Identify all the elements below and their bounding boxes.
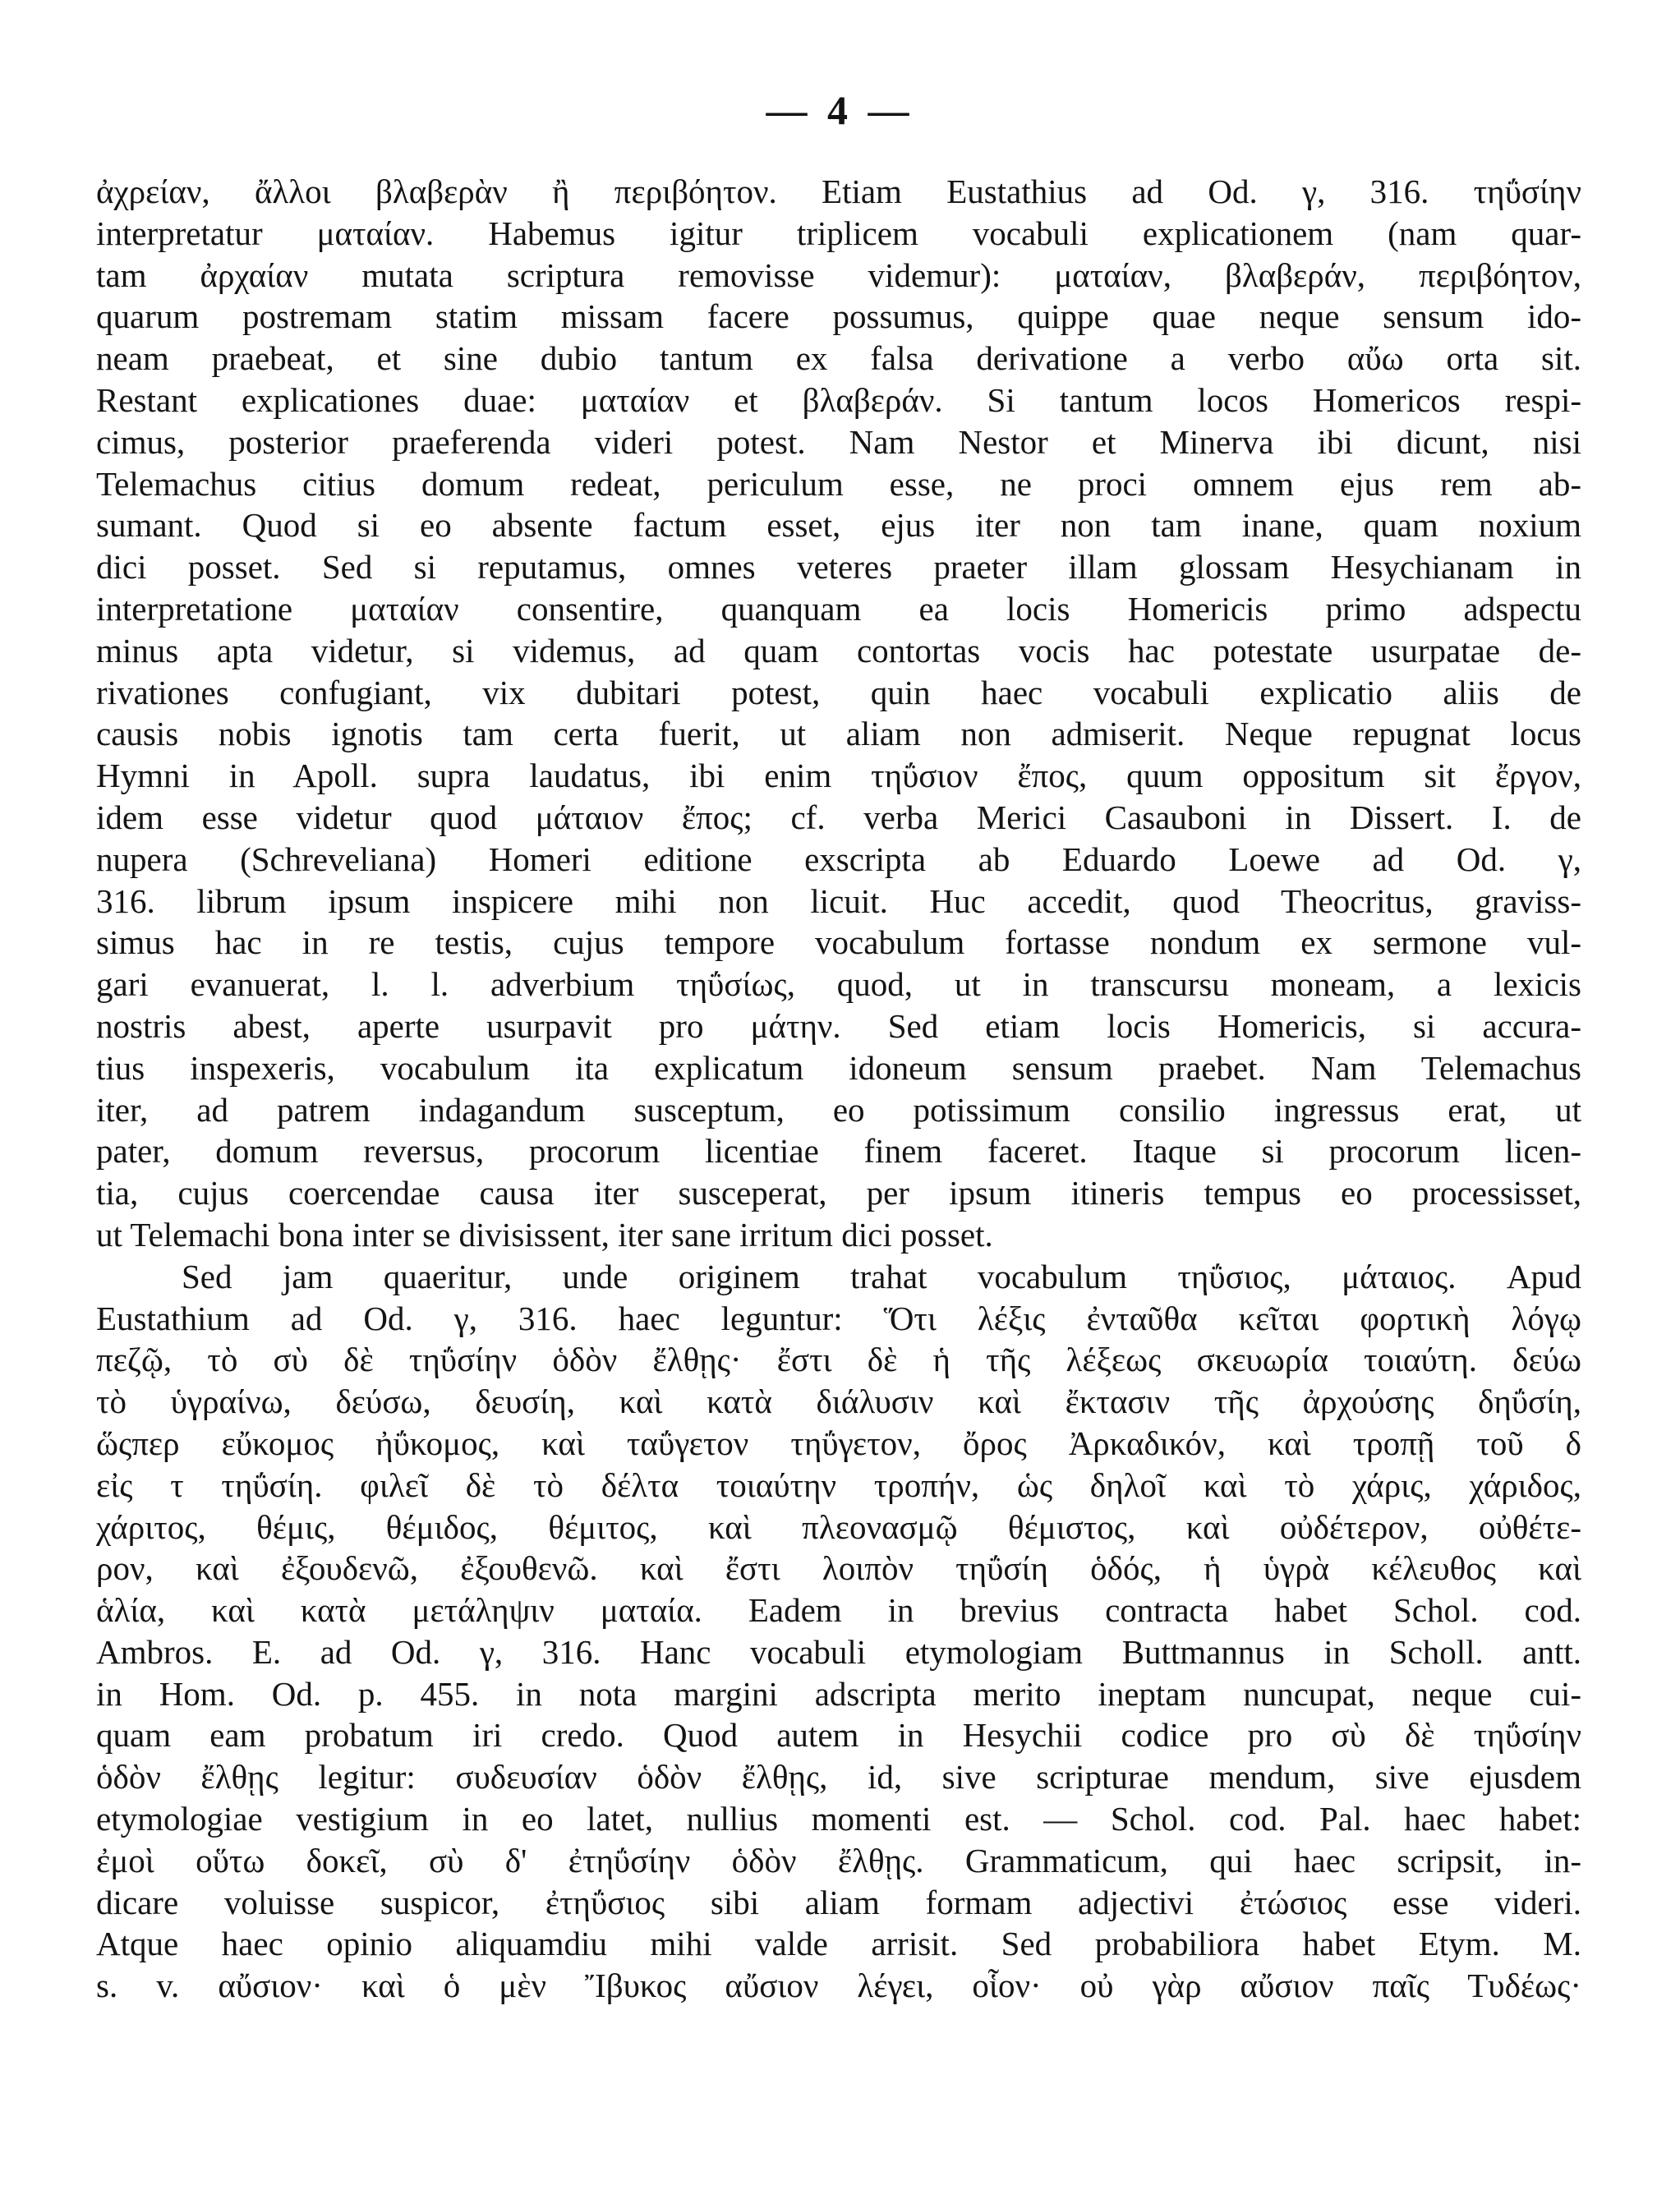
- text-line: s. v. αὔσιον· καὶ ὁ μὲν Ἴβυκος αὔσιον λέγει, οἷον· οὐ γὰρ αὔσιον παῖς Τυδέως·: [96, 1967, 1581, 2005]
- text-line: quam eam probatum iri credo. Quod autem in Hesychii codice pro σὺ δὲ τηΰσίην: [96, 1716, 1581, 1755]
- text-line: etymologiae vestigium in eo latet, nullius momenti est. — Schol. cod. Pal. haec habet:: [96, 1800, 1581, 1838]
- text-line: Eustathium ad Od. γ, 316. haec leguntur: Ὅτι λέξις ἐνταῦθα κεῖται φορτικὴ λόγῳ: [96, 1299, 1581, 1337]
- text-line: rivationes confugiant, vix dubitari potest, quin haec vocabuli explicatio aliis de: [96, 673, 1581, 711]
- greek-quote-line: ὥςπερ εὔκομος ἠΰκομος, καὶ ταΰγετον τηΰγετον, ὄρος Ἀρκαδικόν, καὶ τροπῇ τοῦ δ: [96, 1424, 1581, 1462]
- text-line: Restant explicationes duae: ματαίαν et βλαβεράν. Si tantum locos Homericos respi-: [96, 380, 1581, 419]
- text-line: dicare voluisse suspicor, ἐτηΰσιος sibi aliam formam adjectivi ἐτώσιος esse videri.: [96, 1883, 1581, 1921]
- text-line: Hymni in Apoll. supra laudatus, ibi enim τηΰσιον ἔπος, quum oppositum sit ἔργον,: [96, 757, 1581, 795]
- text-line: Ambros. E. ad Od. γ, 316. Hanc vocabuli etymologiam Buttmannus in Scholl. antt.: [96, 1632, 1581, 1671]
- text-line: tius inspexeris, vocabulum ita explicatum idoneum sensum praebet. Nam Telemachus: [96, 1048, 1581, 1087]
- text-line: interpretatur ματαίαν. Habemus igitur triplicem vocabuli explicationem (nam quar-: [96, 214, 1581, 252]
- text-line: Telemachus citius domum redeat, periculum esse, ne proci omnem ejus rem ab-: [96, 464, 1581, 503]
- greek-quote-line: τὸ ὑγραίνω, δεύσω, δευσίη, καὶ κατὰ διάλυσιν καὶ ἔκτασιν τῆς ἀρχούσης δηΰσίη,: [96, 1382, 1581, 1421]
- text-line: nostris abest, aperte usurpavit pro μάτην. Sed etiam locis Homericis, si accura-: [96, 1006, 1581, 1045]
- page-number: — 4 —: [766, 87, 914, 133]
- text-line: ἐμοὶ οὕτω δοκεῖ, σὺ δ' ἐτηΰσίην ὁδὸν ἔλθῃς. Grammaticum, qui haec scripsit, in-: [96, 1841, 1581, 1879]
- text-line: in Hom. Od. p. 455. in nota margini adscripta merito ineptam nuncupat, neque cui-: [96, 1674, 1581, 1713]
- paragraph-end-line: ut Telemachi bona inter se divisissent, iter sane irritum dici posset.: [96, 1215, 993, 1254]
- text-line: neam praebeat, et sine dubio tantum ex falsa derivatione a verbo αὔω orta sit.: [96, 339, 1581, 378]
- text-line: cimus, posterior praeferenda videri potest. Nam Nestor et Minerva ibi dicunt, nisi: [96, 422, 1581, 461]
- text-line: simus hac in re testis, cujus tempore vocabulum fortasse nondum ex sermone vul-: [96, 923, 1581, 962]
- text-line: dici posset. Sed si reputamus, omnes veteres praeter illam glossam Hesychianam in: [96, 548, 1581, 587]
- greek-quote-line: εἰς τ τηΰσίη. φιλεῖ δὲ τὸ δέλτα τοιαύτην τροπήν, ὡς δηλοῖ καὶ τὸ χάρις, χάριδος,: [96, 1465, 1581, 1504]
- body-text: [96, 171, 1581, 2007]
- text-line: causis nobis ignotis tam certa fuerit, ut aliam non admiserit. Neque repugnat locus: [96, 715, 1581, 753]
- greek-quote-line: πεζῷ, τὸ σὺ δὲ τηΰσίην ὁδὸν ἔλθῃς· ἔστι δὲ ἡ τῆς λέξεως σκευωρία τοιαύτη. δεύω: [96, 1341, 1581, 1379]
- text-line: ἁλία, καὶ κατὰ μετάληψιν ματαία. Eadem in brevius contracta habet Schol. cod.: [96, 1591, 1581, 1630]
- greek-quote-line: ρον, καὶ ἐξουδενῶ, ἐξουθενῶ. καὶ ἔστι λοιπὸν τηΰσίη ὁδός, ἡ ὑγρὰ κέλευθος καὶ: [96, 1549, 1581, 1588]
- text-line: nupera (Schreveliana) Homeri editione exscripta ab Eduardo Loewe ad Od. γ,: [96, 840, 1581, 878]
- paragraph-start-line: Sed jam quaeritur, unde originem trahat vocabulum τηΰσιος, μάταιος. Apud: [182, 1257, 1581, 1295]
- text-line: 316. librum ipsum inspicere mihi non licuit. Huc accedit, quod Theocritus, graviss-: [96, 881, 1581, 920]
- text-line: iter, ad patrem indagandum susceptum, eo potissimum consilio ingressus erat, ut: [96, 1090, 1581, 1129]
- text-line: ὁδὸν ἔλθῃς legitur: συδευσίαν ὁδὸν ἔλθῃς, id, sive scripturae mendum, sive ejusdem: [96, 1758, 1581, 1796]
- text-line: minus apta videtur, si videmus, ad quam contortas vocis hac potestate usurpatae de-: [96, 631, 1581, 669]
- text-line: tam ἀρχαίαν mutata scriptura removisse videmur): ματαίαν, βλαβεράν, περιβόητον,: [96, 255, 1581, 294]
- text-line: idem esse videtur quod μάταιον ἔπος; cf. verba Merici Casauboni in Dissert. I. de: [96, 798, 1581, 836]
- text-line: gari evanuerat, l. l. adverbium τηΰσίως, quod, ut in transcursu moneam, a lexicis: [96, 965, 1581, 1004]
- text-line: interpretatione ματαίαν consentire, quanquam ea locis Homericis primo adspectu: [96, 589, 1581, 628]
- text-line: ἀχρείαν, ἄλλοι βλαβερὰν ἢ περιβόητον. Etiam Eustathius ad Od. γ, 316. τηΰσίην: [96, 173, 1581, 210]
- text-line: tia, cujus coercendae causa iter susceperat, per ipsum itineris tempus eo processisset,: [96, 1174, 1581, 1212]
- text-line: pater, domum reversus, procorum licentiae finem faceret. Itaque si procorum licen-: [96, 1132, 1581, 1171]
- greek-quote-line: χάριτος, θέμις, θέμιδος, θέμιτος, καὶ πλεονασμῷ θέμιστος, καὶ οὐδέτερον, οὐθέτε-: [96, 1507, 1581, 1546]
- text-line: sumant. Quod si eo absente factum esset, ejus iter non tam inane, quam noxium: [96, 506, 1581, 545]
- text-line: quarum postremam statim missam facere possumus, quippe quae neque sensum ido-: [96, 297, 1581, 336]
- text-line: Atque haec opinio aliquamdiu mihi valde arrisit. Sed probabiliora habet Etym. M.: [96, 1925, 1581, 1963]
